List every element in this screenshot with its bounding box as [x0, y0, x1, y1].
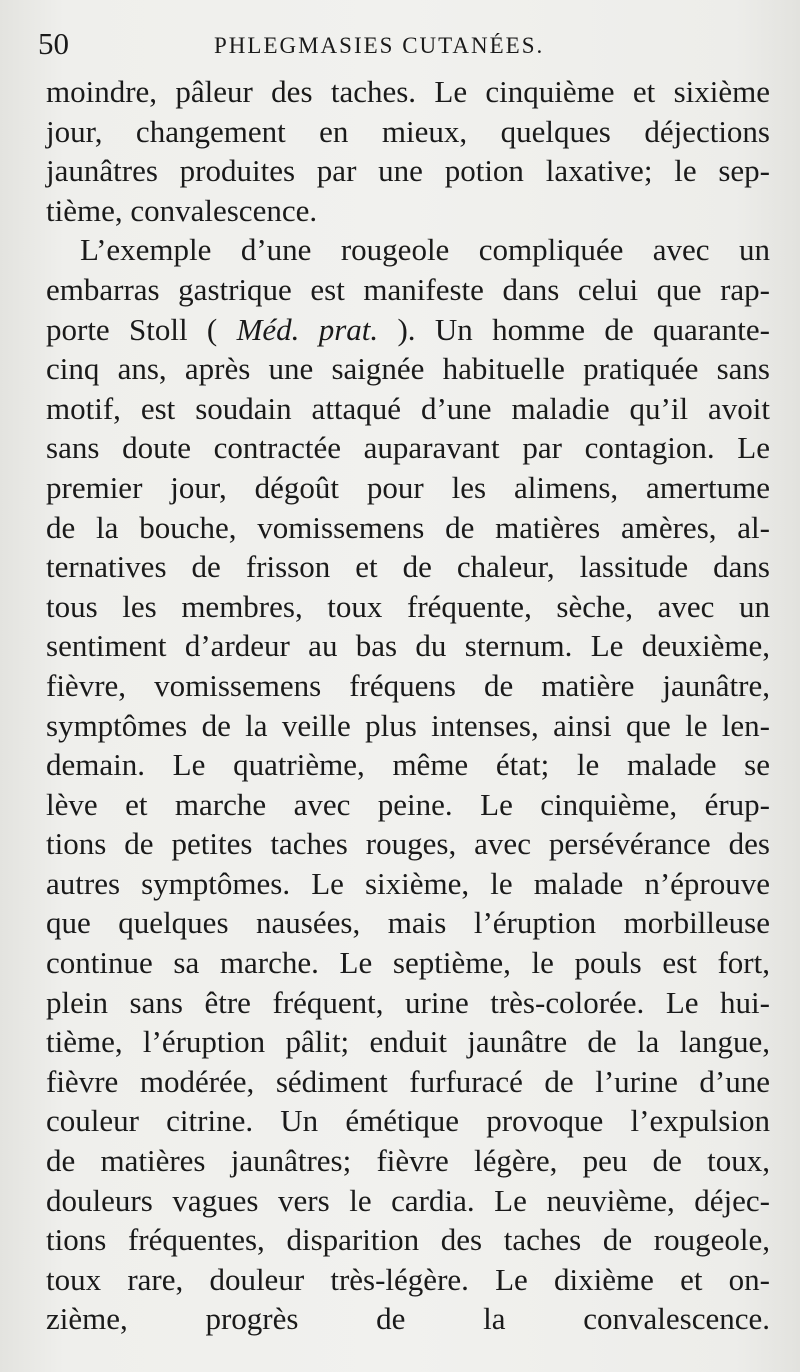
text-line: fièvre modérée, sédiment furfuracé de l’urine d’une [46, 1063, 770, 1099]
text-line: tions de petites taches rouges, avec persévérance des [46, 826, 770, 862]
text-line: continue sa marche. Le septième, le pouls est fort, [46, 945, 770, 981]
text-line: toux rare, douleur très-légère. Le dixième et on- [46, 1261, 770, 1297]
text-line-with-citation [46, 310, 770, 350]
text-line: couleur citrine. Un émétique provoque l’expulsion [46, 1103, 770, 1139]
text-line: cinq ans, après une saignée habituelle pratiquée sans [46, 351, 770, 387]
text-line: sans doute contractée auparavant par contagion. Le [46, 430, 770, 466]
text-line: douleurs vagues vers le cardia. Le neuvième, déjec- [46, 1182, 770, 1218]
text-line: zième, progrès de la convalescence. [46, 1301, 770, 1337]
citation-title: Méd. prat. [236, 311, 379, 347]
text-line: premier jour, dégoût pour les alimens, amertume [46, 469, 770, 505]
text-line: jour, changement en mieux, quelques déjections [46, 113, 770, 149]
page-header [38, 24, 768, 68]
text-line: jaunâtres produites par une potion laxative; le sep- [46, 153, 770, 189]
text-line: tième, convalescence. [46, 192, 318, 228]
text-line: demain. Le quatrième, même état; le malade se [46, 747, 770, 783]
text-line: tième, l’éruption pâlit; enduit jaunâtre de la langue, [46, 1024, 770, 1060]
text-line: tous les membres, toux fréquente, sèche, avec un [46, 588, 770, 624]
text-line: que quelques nausées, mais l’éruption morbilleuse [46, 905, 770, 941]
text-line: sentiment d’ardeur au bas du sternum. Le deuxième, [46, 628, 770, 664]
text-line: plein sans être fréquent, urine très-colorée. Le hui- [46, 984, 770, 1020]
text-line: L’exemple d’une rougeole compliquée avec un [80, 232, 770, 268]
body-text [46, 72, 770, 1372]
text-line: tions fréquentes, disparition des taches de rougeole, [46, 1222, 770, 1258]
text-line: motif, est soudain attaqué d’une maladie qu’il avoit [46, 390, 770, 426]
text-line: symptômes de la veille plus intenses, ainsi que le len- [46, 707, 770, 743]
text-line: ternatives de frisson et de chaleur, lassitude dans [46, 549, 770, 585]
running-title: PHLEGMASIES CUTANÉES. [214, 33, 545, 58]
citation-suffix: ). Un homme de quarante- [378, 311, 770, 347]
text-line: fièvre, vomissemens fréquens de matière jaunâtre, [46, 667, 770, 703]
text-line: moindre, pâleur des taches. Le cinquième et sixième [46, 74, 770, 109]
page-number: 50 [38, 26, 69, 61]
citation-prefix: porte Stoll ( [46, 311, 237, 347]
show-through-bleed [540, 1285, 770, 1345]
text-line: de la bouche, vomissemens de matières amères, al- [46, 509, 770, 545]
text-line: embarras gastrique est manifeste dans celui que rap- [46, 271, 770, 307]
text-line: de matières jaunâtres; fièvre légère, peu de toux, [46, 1143, 770, 1179]
text-line: autres symptômes. Le sixième, le malade n’éprouve [46, 865, 770, 901]
text-line: lève et marche avec peine. Le cinquième, érup- [46, 786, 770, 822]
